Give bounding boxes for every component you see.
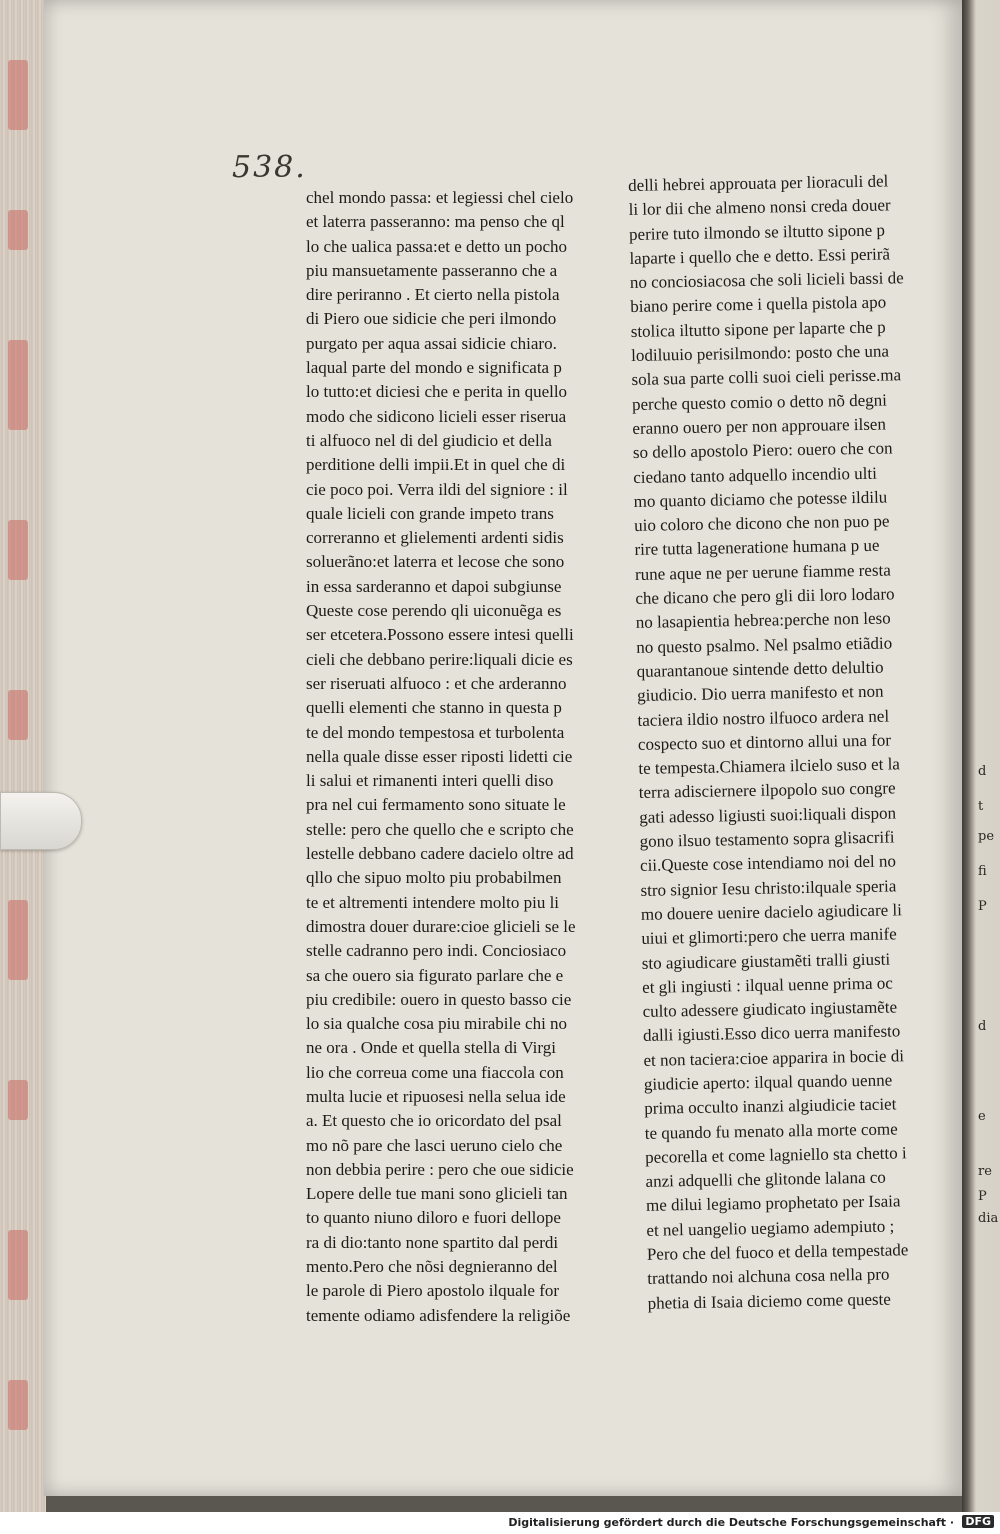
text-line: piu credibile: ouero in questo basso cie (306, 989, 572, 1009)
text-line: dire periranno . Et cierto nella pistola (306, 285, 560, 305)
text-line: quale licieli con grande impeto trans (306, 503, 554, 523)
text-line: perche questo comio o detto nõ degni (631, 390, 888, 414)
text-line: lodiluuio perisilmondo: posto che una (631, 341, 890, 366)
text-line: di Piero oue sidicie che peri ilmondo (306, 309, 557, 329)
text-line: et gli ingiusti : ilqual uenne prima oc (642, 973, 894, 997)
text-line: laqual parte del mondo e significata p (306, 358, 562, 378)
facing-page-fragment: d (978, 764, 987, 779)
text-line: uiui et glimorti:pero che uerra manife (641, 924, 897, 949)
text-line: dalli igiusti.Esso dico uerra manifesto (642, 1021, 901, 1046)
text-line: lo che ualica passa:et e detto un pocho (306, 236, 568, 256)
text-line: phetia di Isaia diciemo come queste (647, 1289, 891, 1313)
text-line: in essa sarderanno et dapoi subgiunse (306, 576, 562, 596)
text-line: rune aque ne per uerune fiamme resta (634, 560, 891, 584)
text-line: et laterra passeranno: ma penso che ql (306, 212, 565, 232)
text-line: giudicie aperto: ilqual quando uenne (643, 1070, 893, 1094)
text-line: no questo psalmo. Nel psalmo etiãdio (636, 633, 893, 657)
facing-page-fragment: fi (978, 864, 987, 879)
text-line: te quando fu menato alla morte come (644, 1119, 898, 1143)
facing-page-fragment: re (978, 1164, 992, 1179)
facing-page-fragment: e (978, 1109, 986, 1124)
text-line: te et altrementi intendere molto piu li (306, 892, 560, 912)
facing-page-fragment: P (978, 1189, 987, 1204)
text-line: modo che sidicono licieli esser riserua (306, 406, 567, 426)
facing-page-fragment: P (978, 899, 987, 914)
text-line: le parole di Piero apostolo ilquale for (306, 1281, 560, 1301)
text-column-left (306, 186, 586, 1328)
page-edges (0, 0, 46, 1512)
text-line: stelle: pero che quello che e scripto che (306, 819, 574, 839)
text-line: uio coloro che dicono che non puo pe (633, 511, 890, 536)
text-line: ne ora . Onde et quella stella di Virgi (306, 1038, 556, 1058)
text-line: ser etcetera.Possono essere intesi quelli (306, 625, 574, 645)
text-line: lestelle debbano cadere dacielo oltre ad (306, 844, 574, 864)
text-line: qllo che sipuo molto piu probabilmen (306, 868, 562, 888)
text-line: cie poco poi. Verra ildi del signiore : il (306, 479, 568, 499)
text-line: pra nel cui fermamento sono situate le (306, 795, 566, 815)
text-line: te del mondo tempestosa et turbolenta (306, 722, 565, 742)
bookmark-strip (0, 792, 82, 850)
text-line: et non taciera:cioe apparira in bocie di (643, 1046, 905, 1070)
text-line: no conciosiacosa che soli licieli bassi de (629, 268, 904, 293)
text-line: Lopere delle tue mani sono glicieli tan (306, 1184, 568, 1204)
text-line: stelle cadranno pero indi. Conciosiaco (306, 941, 567, 961)
text-line: trattando noi alchuna cosa nella pro (647, 1264, 890, 1289)
text-line: no lasapientia hebrea:perche non leso (635, 608, 891, 633)
text-line: cospecto suo et dintorno allui una for (637, 730, 892, 754)
text-line: cieli che debbano perire:liquali dicie es (306, 649, 573, 669)
text-line: multa lucie et ripuosesi nella selua ide (306, 1086, 566, 1106)
text-line: nella quale disse esser riposti lidetti cie (306, 746, 573, 766)
text-line: non debbia perire : pero che oue sidicie (306, 1159, 574, 1179)
text-line: pecorella et come lagniello sta chetto i (644, 1143, 907, 1167)
facing-page-fragment: d (978, 1019, 987, 1034)
text-line: ciedano tanto adquello incendio ulti (633, 463, 878, 487)
text-line: stolica iltutto sipone per laparte che p (630, 317, 886, 341)
text-line: sola sua parte colli suoi cieli perisse.ma (631, 365, 902, 390)
facing-page-fragment: pe (978, 829, 995, 844)
text-line: culto adessere giudicato ingiustamẽte (642, 997, 898, 1021)
text-line: lio che correua come una fiaccola con (306, 1062, 564, 1082)
text-line: Queste cose perendo qli uiconuẽga es (306, 601, 562, 621)
text-line: ra di dio:tanto none spartito dal perdi (306, 1232, 559, 1252)
text-line: mo nõ pare che lasci ueruno cielo che (306, 1135, 563, 1155)
text-line: quarantanoue sintende detto delultio (636, 657, 884, 681)
facing-page-fragment: t (978, 799, 984, 814)
text-line: chel mondo passa: et legiessi chel cielo (306, 188, 574, 207)
text-line: perditione delli impii.Et in quel che di (306, 455, 566, 475)
text-line: terra adisciernere ilpopolo suo congre (638, 778, 896, 803)
text-line: ti alfuoco nel di del giudicio et della (306, 430, 552, 450)
dfg-logo: DFG (962, 1515, 994, 1528)
folio-number: 538. (232, 150, 307, 185)
text-line: gono ilsuo testamento sopra glisacrifi (639, 827, 895, 851)
text-line: temente odiamo adisfendere la religiõe (306, 1305, 571, 1325)
facing-page-fragment: dia (978, 1211, 999, 1226)
text-line: mo quanto diciamo che potesse ildilu (633, 487, 888, 511)
text-line: ser riseruati alfuoco : et che arderanno (306, 673, 567, 693)
text-line: so dello apostolo Piero: ouero che con (632, 438, 893, 463)
text-line: delli hebrei approuata per lioraculi del (628, 171, 889, 195)
text-line: li lor dii che almeno nonsi creda douer (628, 195, 891, 220)
text-line: mento.Pero che nõsi degnieranno del (306, 1257, 558, 1277)
text-line: to quanto niuno diloro e fuori dellope (306, 1208, 561, 1228)
text-line: mo douere uenire dacielo agiudicare li (640, 900, 903, 924)
text-line: lo sia qualche cosa piu mirabile chi no (306, 1014, 568, 1034)
text-line: me dilui legiamo prophetato per Isaia (645, 1191, 901, 1216)
text-line: et nel uangelio uegiamo adempiuto ; (646, 1216, 895, 1240)
text-line: rire tutta lageneratione humana p ue (634, 536, 880, 560)
text-line: stro signior Iesu christo:ilquale speria (640, 876, 897, 900)
text-line: piu mansuetamente passeranno che a (306, 260, 558, 280)
footer-bar (0, 1512, 1000, 1534)
text-line: anzi adquelli che glitonde lalana co (645, 1167, 886, 1192)
text-line: li salui et rimanenti interi quelli diso (306, 771, 554, 791)
text-line: perire tuto ilmondo se iltutto sipone p (628, 220, 886, 244)
text-line: laparte i quello che e detto. Essi perirã (629, 244, 891, 268)
text-line: eranno ouero per non approuare ilsen (632, 414, 887, 438)
text-line: sto agiudicare giustamẽti tralli giusti (641, 949, 891, 973)
text-line: sa che ouero sia figurato parlare che e (306, 965, 564, 985)
text-line: cii.Queste cose intendiamo noi del no (639, 851, 897, 876)
next-page-edge (962, 0, 1000, 1512)
text-line: soluerãno:et laterra et lecose che sono (306, 552, 565, 572)
text-line: gati adesso ligiusti suoi:liquali dispon (639, 803, 897, 827)
text-line: a. Et questo che io oricordato del psal (306, 1111, 562, 1131)
text-line: correranno et glielementi ardenti sidis (306, 528, 564, 548)
text-line: biano perire come i quella pistola apo (630, 293, 887, 317)
funding-notice: Digitalisierung gefördert durch die Deutsche Forschungsgemeinschaft · (508, 1516, 954, 1529)
text-line: dimostra douer durare:cioe glicieli se le (306, 916, 576, 936)
text-line: che dicano che pero gli dii loro lodaro (635, 584, 895, 608)
text-line: lo tutto:et diciesi che e perita in quello (306, 382, 568, 402)
text-line: te tempesta.Chiamera ilcielo suso et la (638, 754, 901, 779)
text-line: taciera ildio nostro ilfuoco ardera nel (637, 706, 890, 730)
text-line: prima occulto inanzi algiudicie taciet (644, 1094, 897, 1119)
text-column-right (628, 169, 928, 1316)
text-line: quelli elementi che stanno in questa p (306, 698, 562, 718)
text-line: giudicio. Dio uerra manifesto et non (636, 681, 884, 706)
text-line: purgato per aqua assai sidicie chiaro. (306, 333, 557, 353)
text-line: Pero che del fuoco et della tempestade (646, 1240, 909, 1264)
